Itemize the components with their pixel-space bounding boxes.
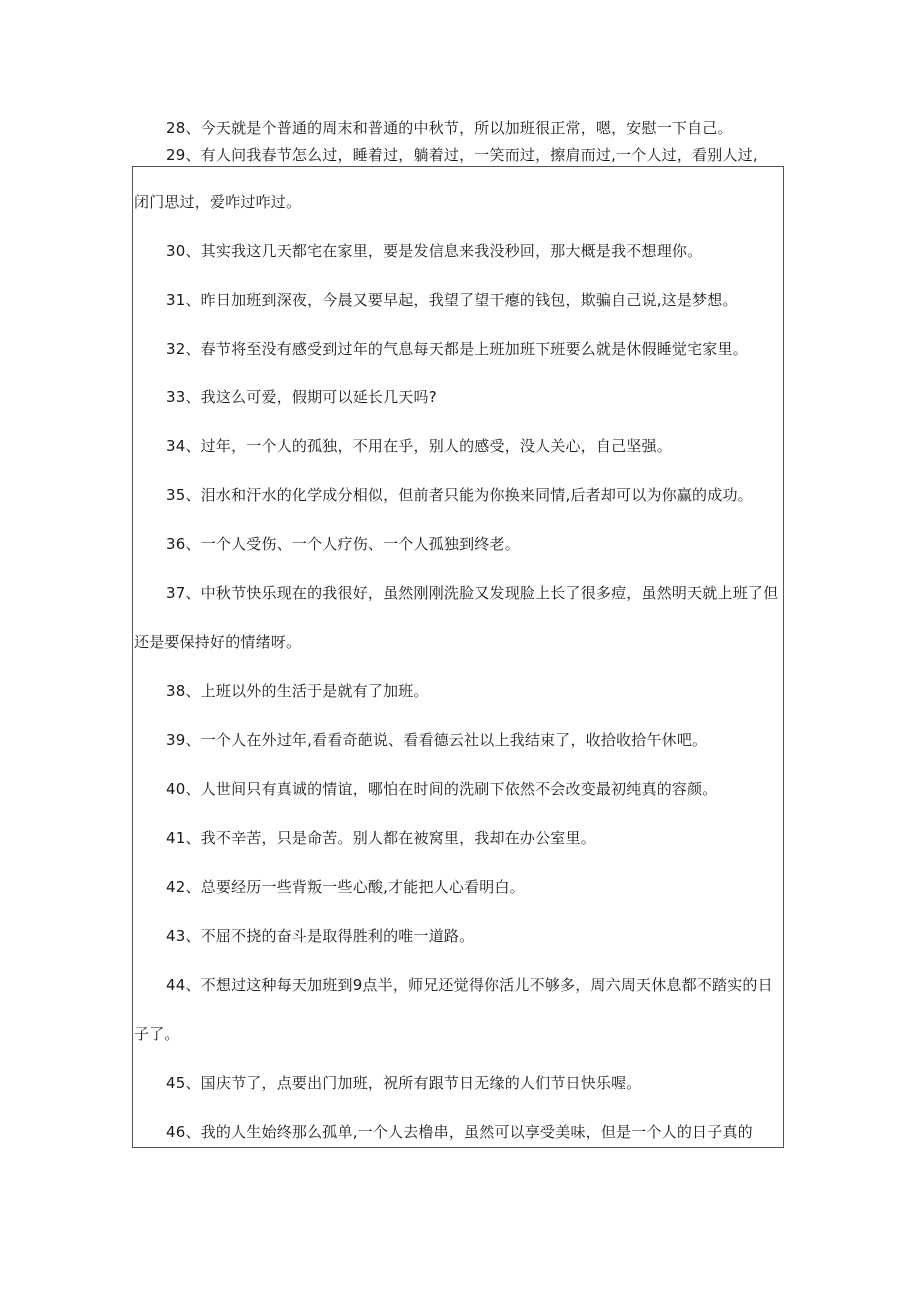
paragraph-35: 35、泪水和汗水的化学成分相似，但前者只能为你换来同情,后者却可以为你赢的成功。 [166, 486, 753, 504]
paragraph-36: 36、一个人受伤、一个人疗伤、一个人孤独到终老。 [166, 535, 520, 553]
paragraph-32: 32、春节将至没有感受到过年的气息每天都是上班加班下班要么就是休假睡觉宅家里。 [166, 340, 748, 358]
paragraph-46: 46、我的人生始终那么孤单,一个人去橹串，虽然可以享受美味，但是一个人的日子真的 [166, 1123, 753, 1141]
paragraph-29-continued: 闭门思过，爱咋过咋过。 [134, 193, 302, 211]
paragraph-44-continued: 子了。 [134, 1025, 180, 1043]
paragraph-30: 30、其实我这几天都宅在家里，要是发信息来我没秒回，那大概是我不想理你。 [166, 242, 703, 260]
paragraph-40: 40、人世间只有真诚的情谊，哪怕在时间的洗刷下依然不会改变最初纯真的容颜。 [166, 780, 718, 798]
paragraph-38: 38、上班以外的生活于是就有了加班。 [166, 682, 429, 700]
paragraph-33: 33、我这么可爱，假期可以延长几天吗? [166, 388, 437, 406]
paragraph-37: 37、中秋节快乐现在的我很好，虽然刚刚洗脸又发现脸上长了很多痘，虽然明天就上班了但 [166, 584, 779, 602]
paragraph-37-continued: 还是要保持好的情绪呀。 [134, 633, 302, 651]
paragraph-34: 34、过年，一个人的孤独，不用在乎，别人的感受，没人关心，自己坚强。 [166, 437, 672, 455]
paragraph-42: 42、总要经历一些背叛一些心酸,才能把人心看明白。 [166, 878, 525, 896]
content-frame [132, 166, 784, 1148]
paragraph-41: 41、我不辛苦，只是命苦。别人都在被窝里，我却在办公室里。 [166, 829, 596, 847]
paragraph-29: 29、有人问我春节怎么过，睡着过，躺着过，一笑而过，擦肩而过,一个人过，看别人过, [166, 146, 758, 164]
paragraph-45: 45、国庆节了，点要出门加班，祝所有跟节日无缘的人们节日快乐喔。 [166, 1074, 642, 1092]
paragraph-39: 39、一个人在外过年,看看奇葩说、看看德云社以上我结束了，收拾收拾午休吧。 [166, 731, 708, 749]
paragraph-43: 43、不屈不挠的奋斗是取得胜利的唯一道路。 [166, 927, 475, 945]
paragraph-28: 28、今天就是个普通的周末和普通的中秋节，所以加班很正常，嗯，安慰一下自己。 [166, 119, 733, 137]
paragraph-31: 31、昨日加班到深夜，今晨又要早起，我望了望干瘪的钱包，欺骗自己说,这是梦想。 [166, 291, 738, 309]
paragraph-44: 44、不想过这种每天加班到9点半，师兄还觉得你活儿不够多，周六周天休息都不踏实的日 [166, 976, 773, 994]
